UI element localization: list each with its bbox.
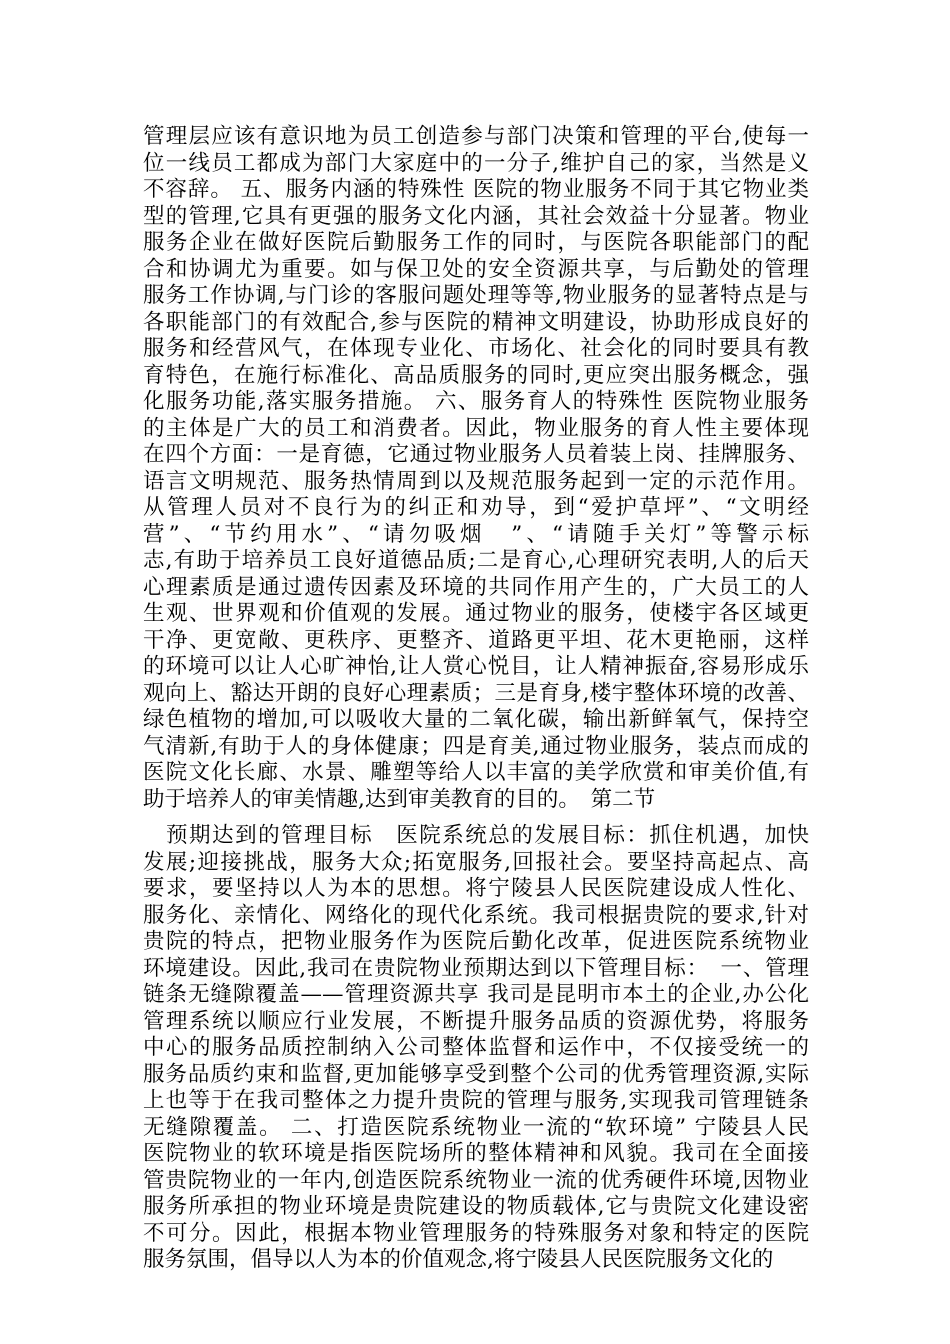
text-line-content: 观向上、豁达开朗的良好心理素质；三是育身,楼宇整体环境的改善、 xyxy=(143,680,809,706)
text-line xyxy=(143,929,809,956)
text-line-content: 管贵院物业的一年内,创造医院系统物业一流的优秀硬件环境,因物业 xyxy=(143,1167,809,1193)
text-line-content: 贵院的特点，把物业服务作为医院后勤化改革，促进医院系统物业 xyxy=(143,929,809,954)
text-line-content: 位一线员工都成为部门大家庭中的一分子,维护自己的家，当然是义 xyxy=(143,150,809,176)
text-line-content: 服务所承担的物业环境是贵院建设的物质载体,它与贵院文化建设密 xyxy=(143,1194,809,1219)
text-line xyxy=(143,1221,809,1248)
text-line xyxy=(143,1115,809,1142)
text-line-content: 预期达到的管理目标 医院系统总的发展目标：抓住机遇，加快 xyxy=(143,823,809,848)
text-line xyxy=(143,903,809,930)
text-line xyxy=(143,389,809,416)
text-line xyxy=(143,1009,809,1036)
text-line-content: 心理素质是通过遗传因素及环境的共同作用产生的，广大员工的人 xyxy=(143,574,809,600)
text-line xyxy=(143,876,809,903)
text-line-content: 不容辞。 五、服务内涵的特殊性 医院的物业服务不同于其它物业类 xyxy=(143,177,809,202)
text-line xyxy=(143,1247,809,1274)
text-line xyxy=(143,442,809,469)
text-line-content: 服务企业在做好医院后勤服务工作的同时，与医院各职能部门的配 xyxy=(143,230,809,255)
text-line xyxy=(143,1062,809,1089)
text-line-content: 服务工作协调,与门诊的客服问题处理等等,物业服务的显著特点是与 xyxy=(143,283,809,308)
text-line xyxy=(143,548,809,575)
text-line xyxy=(143,654,809,681)
text-line xyxy=(143,283,809,310)
text-line-content: 要求，要坚持以人为本的思想。将宁陵县人民医院建设成人性化、 xyxy=(143,876,809,901)
text-line xyxy=(143,336,809,363)
text-line xyxy=(143,601,809,628)
text-line-content: 语言文明规范、服务热情周到以及规范服务起到一定的示范作用。 xyxy=(143,468,809,494)
paragraph-1 xyxy=(143,124,809,813)
text-line-content: 服务氛围，倡导以人为本的价值观念,将宁陵县人民医院服务文化的 xyxy=(143,1247,774,1272)
text-line xyxy=(143,956,809,983)
text-line xyxy=(143,575,809,602)
text-line-content: 气清新,有助于人的身体健康；四是育美,通过物业服务，装点而成的 xyxy=(143,733,809,759)
text-line-content: 合和协调尤为重要。如与保卫处的安全资源共享，与后勤处的管理 xyxy=(143,256,809,282)
text-line xyxy=(143,1141,809,1168)
text-line-content: 环境建设。因此,我司在贵院物业预期达到以下管理目标： 一、管理 xyxy=(143,955,809,981)
text-line-content: 各职能部门的有效配合,参与医院的精神文明建设，协助形成良好的 xyxy=(143,309,809,335)
text-line xyxy=(143,230,809,257)
text-line-content: 管理系统以顺应行业发展，不断提升服务品质的资源优势，将服务 xyxy=(143,1008,809,1034)
text-line-content: 在四个方面：一是育德，它通过物业服务人员着装上岗、挂牌服务、 xyxy=(143,442,809,467)
text-line-content: 无缝隙覆盖。 二、打造医院系统物业一流的“软环境” 宁陵县人民 xyxy=(143,1114,809,1140)
text-line-content: 管理层应该有意识地为员工创造参与部门决策和管理的平台,使每一 xyxy=(143,124,809,149)
text-line xyxy=(143,151,809,178)
text-line xyxy=(143,1168,809,1195)
text-line xyxy=(143,416,809,443)
text-line-content: 发展;迎接挑战，服务大众;拓宽服务,回报社会。要坚持高起点、高 xyxy=(143,849,809,875)
text-line xyxy=(143,1194,809,1221)
text-line-content: 助于培养人的审美情趣,达到审美教育的目的。 第二节 xyxy=(143,786,656,812)
text-line-content: 干净、更宽敞、更秩序、更整齐、道路更平坦、花木更艳丽，这样 xyxy=(143,627,809,653)
text-line-content: 中心的服务品质控制纳入公司整体监督和运作中，不仅接受统一的 xyxy=(143,1035,809,1060)
text-line xyxy=(143,1035,809,1062)
text-line-content: 医院物业的软环境是指医院场所的整体精神和风貌。我司在全面接 xyxy=(143,1141,809,1166)
text-line-content: 服务品质约束和监督,更加能够享受到整个公司的优秀管理资源,实际 xyxy=(143,1061,809,1087)
text-line-content: 服务化、亲情化、网络化的现代化系统。我司根据贵院的要求,针对 xyxy=(143,902,809,928)
text-line-content: 上也等于在我司整体之力提升贵院的管理与服务,实现我司管理链条 xyxy=(143,1088,809,1113)
text-line xyxy=(143,823,809,850)
text-line xyxy=(143,177,809,204)
text-line xyxy=(143,760,809,787)
text-line xyxy=(143,850,809,877)
text-line xyxy=(143,628,809,655)
text-line xyxy=(143,124,809,151)
text-line-content: 服务和经营风气，在体现专业化、市场化、社会化的同时要具有教 xyxy=(143,336,809,361)
paragraph-2 xyxy=(143,823,809,1274)
text-line-content: 志,有助于培养员工良好道德品质;二是育心,心理研究表明,人的后天 xyxy=(143,548,809,573)
text-line xyxy=(143,469,809,496)
text-line-content: 型的管理,它具有更强的服务文化内涵，其社会效益十分显著。物业 xyxy=(143,203,809,229)
text-line xyxy=(143,707,809,734)
text-line xyxy=(143,310,809,337)
text-line-content: 育特色，在施行标准化、高品质服务的同时,更应突出服务概念，强 xyxy=(143,362,809,388)
text-line xyxy=(143,363,809,390)
text-line xyxy=(143,1088,809,1115)
text-line xyxy=(143,787,809,814)
text-line xyxy=(143,204,809,231)
text-line-content: 医院文化长廊、水景、雕塑等给人以丰富的美学欣赏和审美价值,有 xyxy=(143,760,809,785)
text-line-content: 绿色植物的增加,可以吸收大量的二氧化碳，输出新鲜氧气，保持空 xyxy=(143,707,809,732)
text-line xyxy=(143,681,809,708)
text-line-content: 不可分。因此，根据本物业管理服务的特殊服务对象和特定的医院 xyxy=(143,1220,809,1246)
text-line-content: 的环境可以让人心旷神怡,让人赏心悦目，让人精神振奋,容易形成乐 xyxy=(143,654,809,679)
text-line xyxy=(143,257,809,284)
text-line xyxy=(143,522,809,549)
text-line xyxy=(143,982,809,1009)
text-line-content: 链条无缝隙覆盖——管理资源共享 我司是昆明市本土的企业,办公化 xyxy=(143,982,809,1007)
text-line xyxy=(143,734,809,761)
text-line-content: 生观、世界观和价值观的发展。通过物业的服务，使楼宇各区域更 xyxy=(143,601,809,626)
text-line-content: 营”、“节约用水”、“请勿吸烟 ”、“请随手关灯”等警示标 xyxy=(143,521,809,547)
text-line-content: 从管理人员对不良行为的纠正和劝导，到“爱护草坪”、“文明经 xyxy=(143,495,809,520)
text-line-content: 化服务功能,落实服务措施。 六、服务育人的特殊性 医院物业服务 xyxy=(143,389,809,414)
text-line xyxy=(143,495,809,522)
text-line-content: 的主体是广大的员工和消费者。因此，物业服务的育人性主要体现 xyxy=(143,415,809,441)
